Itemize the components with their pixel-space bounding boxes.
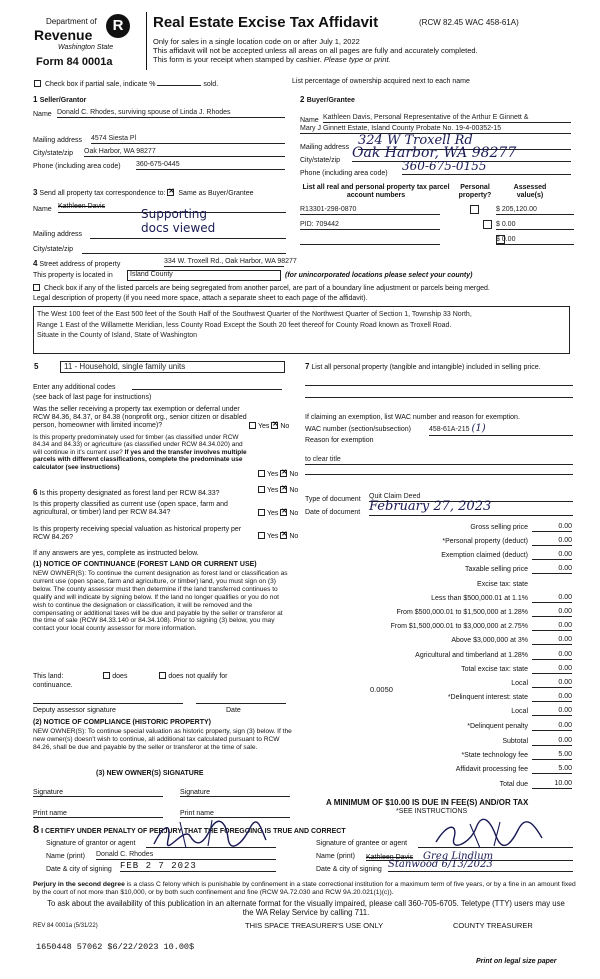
grantee-name-struck: Kathleen Davis: [366, 854, 414, 861]
section7-label: List all personal property (tangible and intangible) included in selling price.: [311, 364, 541, 371]
tax-row-label: Affidavit processing fee: [455, 766, 528, 773]
form-statute: (RCW 82.45 WAC 458-61A): [419, 18, 519, 27]
q-timber-no-checkbox[interactable]: [280, 470, 287, 477]
tax-row-value[interactable]: 0.00: [532, 537, 572, 546]
q-forest-text: Is this property designated as forest land per RCW 84.33?: [39, 490, 220, 497]
land-use-select[interactable]: 11 - Household, single family units: [60, 361, 285, 373]
owner-print-label-2: Print name: [180, 810, 214, 817]
seller-heading-text: Seller/Grantor: [39, 97, 87, 104]
section7-row: [305, 362, 573, 372]
partial-sale-label: Check box if partial sale, indicate %: [44, 81, 156, 88]
q-exemption-answer: [249, 422, 289, 431]
q-historic-yes-label: Yes: [267, 533, 279, 540]
legal-description-box[interactable]: [33, 306, 570, 354]
section3-no: 3: [33, 188, 38, 197]
form-title: Real Estate Excise Tax Affidavit: [153, 14, 379, 31]
reason-label: Reason for exemption: [305, 437, 374, 444]
q-forest: [33, 488, 253, 498]
tax-row-label: Local: [511, 708, 528, 715]
seller-heading: [33, 95, 86, 105]
section3-city-label: City/state/zip: [33, 246, 74, 253]
tax-row-value[interactable]: 10.00: [532, 780, 572, 789]
wac-typed: 458-61A-215: [429, 426, 470, 433]
grantor-signature: [150, 818, 270, 850]
partial-sale-pct[interactable]: [157, 85, 201, 86]
stamp-supporting: Supporting: [141, 207, 207, 221]
this-land-row: [33, 672, 228, 681]
sig-grantor-label: Signature of grantor or agent: [46, 840, 136, 847]
rev-label: REV 84 0001a (5/31/22): [33, 923, 98, 929]
q-timber-answer: [258, 470, 298, 479]
grantee-date-field[interactable]: Stanwood 6/13/2023: [388, 859, 573, 872]
q-historic-no-checkbox[interactable]: [280, 532, 287, 539]
seller-phone-field[interactable]: 360-675-0445: [136, 161, 285, 170]
legal-line3: Situate in the County of Island, State of Washington: [37, 332, 198, 339]
dor-state: Washington State: [58, 44, 114, 51]
wac-label: WAC number (section/subsection): [305, 426, 411, 433]
q-current-use: Is this property classified as current use (open space, farm and agricultural, or timber) land per RCW 84.34?: [33, 501, 228, 517]
dor-agency: Revenue: [34, 27, 93, 43]
tax-row-label: *Delinquent penalty: [467, 723, 528, 730]
cashier-stamp: 1650448 57062 $6/22/2023 10.00$: [36, 942, 195, 952]
seller-city-field[interactable]: Oak Harbor, WA 98277: [84, 148, 285, 157]
does-label: does: [112, 673, 128, 680]
owner-signature-label-2: Signature: [180, 789, 210, 796]
tax-row-label: Taxable selling price: [464, 566, 528, 573]
does-not-label: does not qualify for: [168, 673, 228, 680]
section3-label: Send all property tax correspondence to:: [39, 190, 166, 197]
deputy-signature-field[interactable]: [33, 703, 183, 704]
seller-mail-label: Mailing address: [33, 137, 83, 144]
tax-row-value[interactable]: 0.00: [532, 693, 572, 702]
segregated-label: Check box if any of the listed parcels are being segregated from another parcel, are part of a boundary line adjustment or parcels being merged.: [43, 285, 490, 292]
seller-name-label: Name: [33, 111, 52, 118]
tax-row-value[interactable]: 0.00: [532, 665, 572, 674]
section3-mail-label: Mailing address: [33, 231, 83, 238]
section4-located-note: (for unincorporated locations please select your county): [285, 272, 473, 279]
notice2-body: NEW OWNER(S): To continue special valuation as historic property, sign (3) below. If the new owner(s) doesn't wish to continue, all additional tax calculated pursuant to RCW 84.26, shall be due and payable by the seller or transferor at the time of sale.: [33, 728, 292, 751]
accessibility-notice: To ask about the availability of this publication in an alternate format for the visually impaired, please call 360-705-6705. Teletype (TTY) users may use the WA Relay Service by calling 711.: [47, 899, 565, 918]
deputy-signature-label: Deputy assessor signature: [33, 707, 116, 714]
tax-row-label: *Delinquent interest: state: [447, 694, 528, 701]
header-line3-text: This form is your receipt when stamped by cashier.: [153, 55, 322, 64]
perjury-notice: [33, 881, 581, 897]
seller-city-label: City/state/zip: [33, 150, 74, 157]
reason-field-2[interactable]: [305, 474, 573, 475]
see-back-label: (see back of last page for instructions): [33, 394, 152, 401]
section7-no: 7: [305, 362, 310, 371]
legal-label: Legal description of property (if you need more space, attach a separate sheet to each page of the affidavit).: [33, 295, 368, 302]
grantor-name-label: Name (print): [46, 853, 85, 860]
q-timber-bold: If yes and the transfer involves multiple parcels with different classifications, complete the predominate use calculator (see instructions): [33, 448, 247, 471]
minimum-due: A MINIMUM OF $10.00 IS DUE IN FEE(S) AND/OR TAX: [326, 798, 529, 807]
add-codes-label: Enter any additional codes: [33, 384, 116, 391]
parcel-row-3-number[interactable]: [300, 236, 440, 245]
tax-row-value[interactable]: 0.00: [532, 722, 572, 731]
buyer-heading: [300, 95, 355, 105]
tax-row-label: Local: [511, 680, 528, 687]
legal-line1: The West 100 feet of the East 500 feet of the South Half of the Southwest Quarter of the Northwest Quarter of Section 1, Township 33 North,: [37, 311, 472, 318]
tax-row-label: Excise tax: state: [477, 581, 528, 588]
perjury-text: is a class C felony which is punishable by confinement in a state correctional institution for a maximum term of five years, or by a fine in an amount fixed by the court of not more than $10,000, or by both such confinement and fine (RCW 9A.72.030 and RCW 9A.20.021(1)(c)).: [33, 881, 576, 897]
perjury-bold: Perjury in the second degree: [33, 881, 125, 888]
buyer-mail-label: Mailing address: [300, 144, 350, 151]
tax-row-value[interactable]: 0.00: [532, 594, 572, 603]
tax-row-label: From $500,000.01 to $1,500,000 at 1.28%: [396, 609, 528, 616]
tax-row-label: *State technology fee: [461, 752, 528, 759]
county-treasurer: COUNTY TREASURER: [453, 921, 533, 930]
deputy-date-label: Date: [226, 707, 241, 714]
section3-mail-field[interactable]: [90, 238, 286, 239]
section3-city-field[interactable]: [82, 253, 286, 254]
owner-signature-label-1: Signature: [33, 789, 63, 796]
tax-row-value[interactable]: 0.00: [532, 622, 572, 631]
does-not-checkbox[interactable]: [159, 672, 166, 679]
deputy-date-field[interactable]: [196, 703, 286, 704]
segregated-row: [33, 284, 593, 293]
personal-property-field-2[interactable]: [305, 397, 573, 398]
section4-street-label: Street address of property: [39, 261, 121, 268]
buyer-name-label: Name: [300, 117, 319, 124]
section6-no: 6: [33, 488, 38, 497]
q-current-use-yes-label: Yes: [267, 510, 279, 517]
q-exemption: Was the seller receiving a property tax exemption or deferral under RCW 84.36, 84.37, or 84.38 (nonprofit org., senior citizen or disabled person, homeowner with limited income)?: [33, 406, 247, 430]
parcel-col2: Personal property?: [458, 184, 492, 200]
tax-row-value[interactable]: 0.00: [532, 679, 572, 688]
q-exemption-yes-label: Yes: [258, 423, 270, 430]
section3-row: [33, 188, 253, 198]
parcel-row-1-value[interactable]: $ 205,120.00: [496, 206, 574, 215]
legal-size-note: Print on legal size paper: [476, 958, 557, 965]
grantee-name-hand: Greg Lindlum: [423, 851, 494, 862]
header-line3-italic: Please type or print.: [323, 55, 391, 64]
parcel-row-2-personal-checkbox[interactable]: [483, 220, 492, 229]
buyer-heading-text: Buyer/Grantee: [306, 97, 355, 104]
doc-type-label: Type of document: [305, 496, 361, 503]
seller-phone-label: Phone (including area code): [33, 163, 121, 170]
add-codes-field[interactable]: [132, 382, 282, 390]
q-timber-yes-label: Yes: [267, 471, 279, 478]
wac-field[interactable]: [429, 423, 573, 436]
tax-row-value[interactable]: 0.00: [532, 523, 572, 532]
q-historic: Is this property receiving special valuation as historical property per RCW 84.26?: [33, 526, 242, 542]
parcel-row-2-number[interactable]: PID: 709442: [300, 221, 440, 230]
q-forest-no-checkbox[interactable]: [280, 486, 287, 493]
any-yes-label: If any answers are yes, complete as instructed below.: [33, 550, 199, 557]
grantee-name-label: Name (print): [316, 853, 355, 860]
tax-row-value[interactable]: 0.00: [532, 707, 572, 716]
buyer-name-line2[interactable]: Mary J Ginnett Estate, Island County Probate No. 19-4-00352-15: [300, 125, 571, 134]
tax-row-label: Total due: [499, 781, 528, 788]
section8-no: 8: [33, 824, 40, 836]
parcel-row-2-value[interactable]: $ 0.00: [496, 221, 574, 230]
parcel-row-3-value[interactable]: $ 0.00: [496, 236, 574, 245]
header-line3: [153, 56, 391, 65]
stamp-docs-viewed: docs viewed: [141, 221, 216, 235]
grantee-signature-scribble: [430, 818, 550, 850]
q-timber-text: Is this property predominately used for timber (as classified under RCW 84.34 and 84.33) or agriculture (as classified under RCW 84.34.020) and will continue in it's current use?: [33, 434, 243, 456]
section4-street-row: [33, 259, 120, 269]
dor-logo: [30, 14, 140, 70]
q-exemption-no-checkbox[interactable]: [271, 422, 278, 429]
this-land-label: This land:: [33, 673, 64, 680]
tax-row-value[interactable]: 5.00: [532, 751, 572, 760]
header-line1: Only for sales in a single location code on or after July 1, 2022: [153, 37, 360, 46]
grantor-name-field[interactable]: Donald C. Rhodes: [96, 851, 276, 860]
q-forest-answer: [258, 486, 298, 495]
notice1-title: (1) NOTICE OF CONTINUANCE (FOREST LAND OR CURRENT USE): [33, 561, 257, 568]
tax-row-value[interactable]: 0.00: [532, 551, 572, 560]
tax-row-label: Above $3,000,000 at 3%: [451, 637, 528, 644]
q-historic-no-label: No: [289, 533, 299, 540]
tax-row-value[interactable]: 0.00: [532, 636, 572, 645]
q-historic-yes-checkbox[interactable]: [258, 532, 265, 539]
q-current-use-no-label: No: [289, 510, 299, 517]
section4-street-field[interactable]: 334 W. Troxell Rd., Oak Harbor, WA 98277: [164, 258, 284, 267]
q-current-use-answer: [258, 509, 298, 518]
q-timber-yes-checkbox[interactable]: [258, 470, 265, 477]
q-current-use-no-checkbox[interactable]: [280, 509, 287, 516]
list-pct-label: List percentage of ownership acquired next to each name: [292, 78, 470, 85]
tax-row-value[interactable]: 0.00: [532, 651, 572, 660]
buyer-heading-no: 2: [300, 95, 305, 104]
section5-no: 5: [34, 362, 39, 371]
q-exemption-yes-checkbox[interactable]: [249, 422, 256, 429]
seller-name-field[interactable]: Donald C. Rhodes, surviving spouse of Linda J. Rhodes: [57, 109, 285, 118]
personal-property-field-1[interactable]: [305, 385, 573, 386]
seller-mail-field[interactable]: 4574 Siesta Pl: [91, 135, 285, 144]
buyer-name-line1[interactable]: Kathleen Davis, Personal Representative of the Arthur E Ginnett &: [323, 114, 571, 123]
tax-row-value[interactable]: 5.00: [532, 765, 572, 774]
wa-logo-icon: R: [106, 14, 130, 38]
tax-row-label: Gross selling price: [470, 524, 528, 531]
tax-row-label: Total excise tax: state: [461, 666, 528, 673]
doc-date-field[interactable]: February 27, 2023: [369, 500, 573, 516]
q-historic-answer: [258, 532, 298, 541]
buyer-city-label: City/state/zip: [300, 157, 341, 164]
buyer-phone-label: Phone (including area code): [300, 170, 388, 177]
see-instructions: *SEE INSTRUCTIONS: [396, 808, 468, 815]
notice2-title: (2) NOTICE OF COMPLIANCE (HISTORIC PROPERTY): [33, 719, 211, 726]
parcel-row-1-personal-checkbox[interactable]: [470, 205, 479, 214]
section4-located-label: This property is located in: [33, 272, 113, 279]
q-forest-yes-label: Yes: [267, 487, 279, 494]
buyer-city-field[interactable]: Oak Harbor, WA 98277: [352, 145, 571, 162]
reason-field[interactable]: to clear title: [305, 456, 573, 465]
tax-row-value[interactable]: 0.00: [532, 565, 572, 574]
wac-hand: (1): [471, 423, 486, 434]
tax-row-label: *Personal property (deduct): [442, 538, 528, 545]
buyer-mail-field[interactable]: 324 W Troxell Rd: [358, 134, 571, 150]
header-divider: [146, 12, 147, 70]
q-timber-no-label: No: [289, 471, 299, 478]
q-current-use-yes-checkbox[interactable]: [258, 509, 265, 516]
header-line2: This affidavit will not be accepted unless all areas on all pages are fully and accurately completed.: [153, 46, 478, 55]
certify-label: I CERTIFY UNDER PENALTY OF PERJURY THAT THE FOREGOING IS TRUE AND CORRECT: [41, 828, 346, 835]
exempt-label: If claiming an exemption, list WAC number and reason for exemption.: [305, 414, 520, 421]
grantee-date-label: Date & city of signing: [316, 866, 382, 873]
q-timber: [33, 434, 248, 471]
continuance-label: continuance.: [33, 682, 73, 689]
tax-row-label: Subtotal: [502, 738, 528, 745]
notice3-title: (3) NEW OWNER(S) SIGNATURE: [96, 770, 204, 777]
buyer-phone-field[interactable]: 360-675-0155: [402, 160, 571, 175]
grantor-date-field[interactable]: FEB 2 7 2023: [120, 861, 276, 872]
dor-dept: Department of: [46, 17, 97, 26]
grantee-signature: [430, 818, 550, 850]
section4-no: 4: [33, 259, 38, 268]
notice1-body: NEW OWNER(S): To continue the current designation as forest land or classification as current use (open space, farm and agriculture, or timber) land, you must sign on (3) below. The county assessor must then determine if the land transferred continues to qualify and will indicate by signing below. If the land no longer qualifies or you do not wish to continue the designation or classification, it will be removed and the compensating or additional taxes will be due and payable by the seller or transferor at the time of sale (RCW 84.33.140 or 84.34.108). Prior to signing (3) below, you may contact your local county assessor for more information.: [33, 570, 288, 633]
local-rate: 0.0050: [370, 685, 393, 694]
form-number: Form 84 0001a: [36, 56, 113, 68]
same-as-buyer-label: Same as Buyer/Grantee: [178, 190, 254, 197]
q-exemption-no-label: No: [280, 423, 290, 430]
partial-sale-suffix: sold.: [203, 81, 219, 88]
tax-row-label: Exemption claimed (deduct): [441, 552, 528, 559]
sig-grantee-label: Signature of grantee or agent: [316, 840, 408, 847]
grantor-signature-scribble: [150, 818, 270, 850]
partial-sale-row: [34, 80, 218, 89]
parcel-col1: List all real and personal property tax parcel account numbers: [302, 184, 450, 200]
same-as-buyer-checkbox[interactable]: [167, 189, 174, 196]
treasurer-only: THIS SPACE TREASURER'S USE ONLY: [245, 921, 384, 930]
parcel-col3: Assessed value(s): [513, 184, 547, 200]
grantor-date-label: Date & city of signing: [46, 866, 112, 873]
county-select[interactable]: Island County: [127, 270, 281, 281]
tax-row-value[interactable]: 0.00: [532, 608, 572, 617]
section3-name-label: Name: [33, 206, 52, 213]
owner-print-label-1: Print name: [33, 810, 67, 817]
parcel-row-1-number[interactable]: R13301-298-0870: [300, 206, 440, 215]
section3-name-struck: Kathleen Davis: [58, 203, 106, 210]
segregated-checkbox[interactable]: [33, 284, 40, 291]
partial-sale-checkbox[interactable]: [34, 80, 41, 87]
tax-row-label: From $1,500,000.01 to $3,000,000 at 2.75%: [390, 623, 528, 630]
doc-date-label: Date of document: [305, 509, 361, 516]
q-forest-no-label: No: [289, 487, 299, 494]
seller-heading-no: 1: [33, 95, 38, 104]
doc-type-field[interactable]: Quit Claim Deed: [369, 493, 573, 502]
tax-row-label: Agricultural and timberland at 1.28%: [415, 652, 528, 659]
tax-row-value[interactable]: 0.00: [532, 737, 572, 746]
q-forest-yes-checkbox[interactable]: [258, 486, 265, 493]
does-checkbox[interactable]: [103, 672, 110, 679]
tax-row-label: Less than $500,000.01 at 1.1%: [431, 595, 528, 602]
legal-line2: Range 1 East of the Willamette Meridian, less County Road Except the South 20 feet thereof for County Road known as Troxell Road.: [37, 321, 452, 329]
